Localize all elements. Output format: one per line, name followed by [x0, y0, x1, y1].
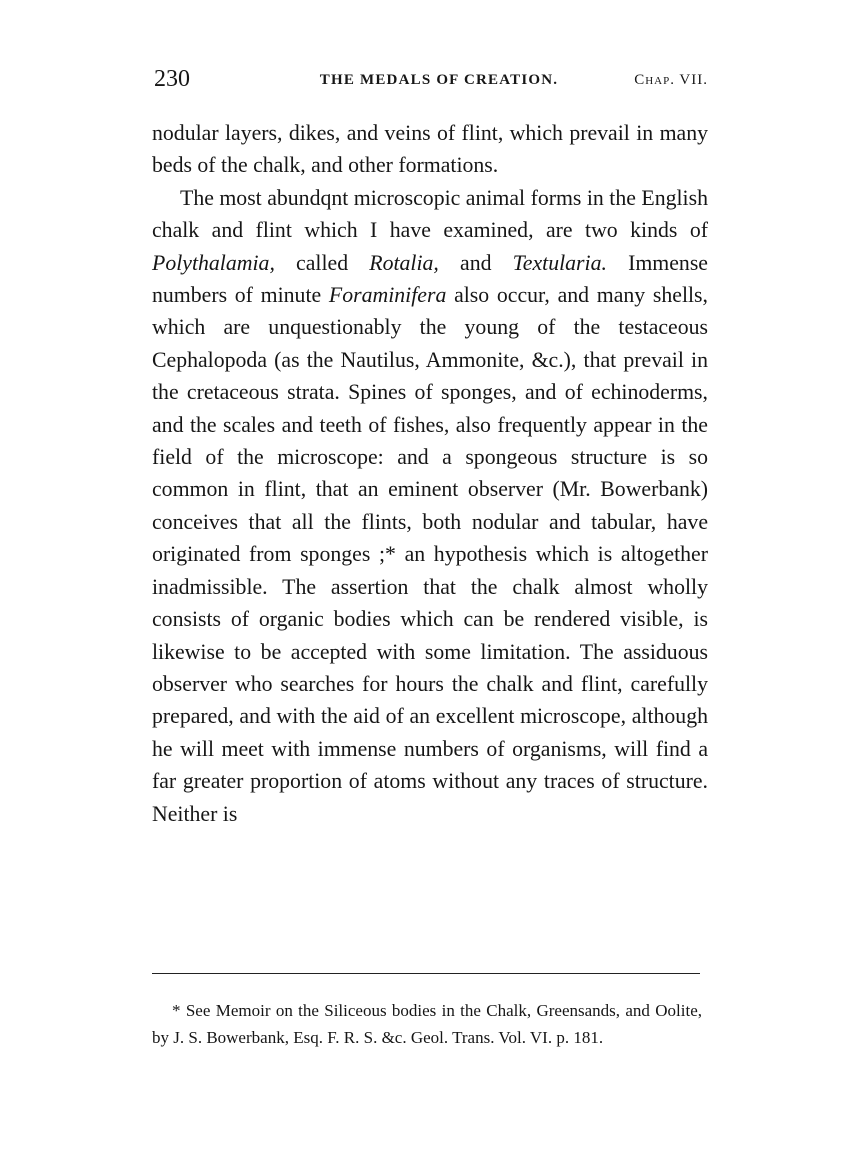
italic-term-textularia: Textularia.: [512, 250, 607, 275]
text-run: Immense numbers of minute: [152, 250, 708, 308]
footnote-divider: [152, 973, 700, 974]
paragraph-microscopic-forms: [152, 182, 708, 830]
text-run: also occur, and many shells, which are unquestionably the young of the testaceous Cephalopoda (as the Nautilus, Ammonite, &c.), that prevail in the cretaceous strata. Spines of sponges, and of echinoderms, and the scales and teeth of fishes, also frequently appear in the field of the microscope: and a spongeous structure is so common in flint, that an eminent observer (Mr. Bowerbank) conceives that all the flints, both nodular and tabular, have originated from sponges ;* an hypothesis which is altogether inadmissible. The assertion that the chalk almost wholly consists of organic bodies which can be rendered visible, is likewise to be accepted with some limitation. The assiduous observer who searches for hours the chalk and flint, carefully prepared, and with the aid of an excellent microscope, although he will meet with immense numbers of organisms, will find a far greater proportion of atoms without any traces of structure. Neither is: [152, 283, 708, 826]
text-run: called: [274, 250, 370, 275]
footnote-text: * See Memoir on the Siliceous bodies in the Chalk, Greensands, and Oolite, by J. S. Bowerbank, Esq. F. R. S. &c. Geol. Trans. Vol. VI. p. 181.: [152, 1001, 702, 1047]
footnote: [152, 997, 702, 1051]
page-header: [154, 66, 708, 96]
body-text: [152, 117, 708, 830]
chapter-label: Chap. VII.: [634, 72, 708, 88]
italic-term-foraminifera: Foraminifera: [328, 283, 447, 308]
page-number: 230: [154, 66, 190, 92]
text-run: and: [438, 250, 513, 275]
italic-term-polythalamia: Polythalamia,: [152, 250, 275, 275]
paragraph-continued: nodular layers, dikes, and veins of flint, which prevail in many beds of the chalk, and other formations.: [152, 121, 708, 178]
italic-term-rotalia: Rotalia,: [369, 250, 439, 275]
text-run: The most abundqnt microscopic animal forms in the English chalk and flint which I have examined, are two kinds of: [152, 185, 708, 243]
running-title: THE MEDALS OF CREATION.: [319, 72, 559, 88]
